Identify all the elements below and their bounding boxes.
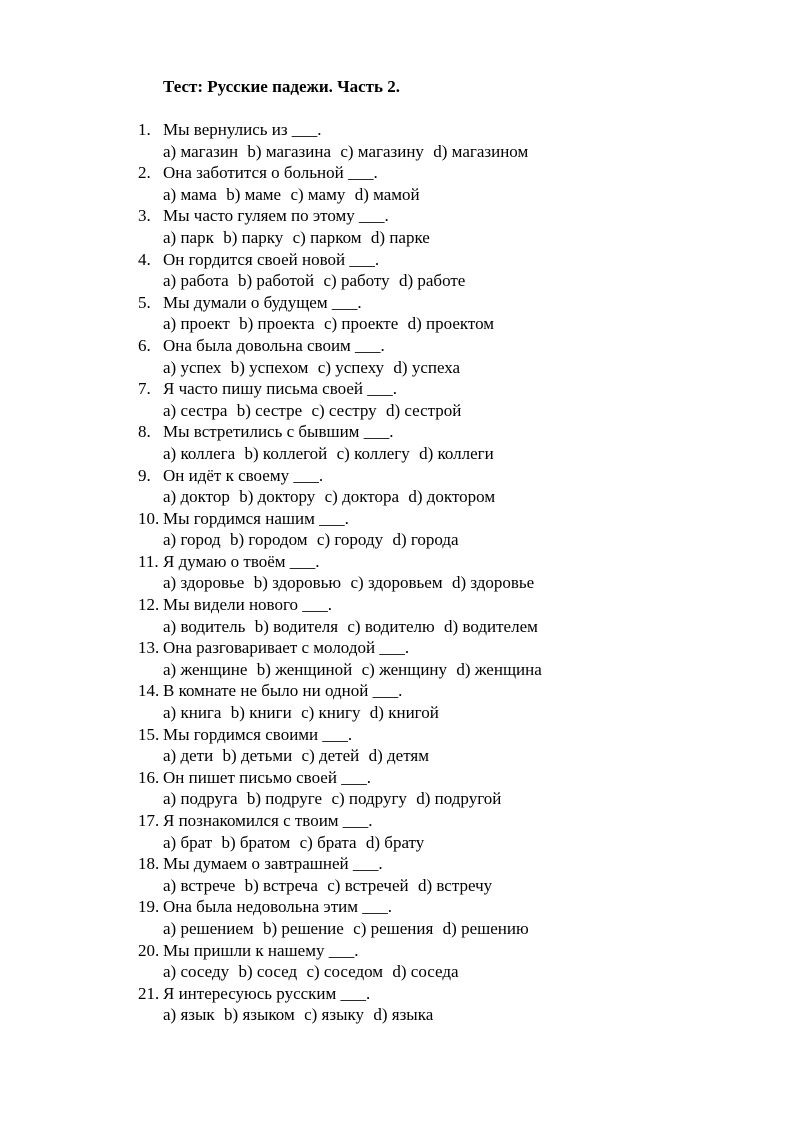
answer-option: c) подругу <box>331 789 407 809</box>
question-item <box>138 292 758 335</box>
question-row <box>138 853 758 875</box>
question-item <box>138 680 758 723</box>
answer-option: c) здоровьем <box>350 573 443 593</box>
question-text: Мы пришли к нашему ___. <box>163 940 359 960</box>
answer-option: b) языком <box>224 1005 295 1025</box>
question-item <box>138 378 758 421</box>
answer-option: d) встречу <box>417 875 493 895</box>
answer-option: a) успех <box>163 357 222 377</box>
question-item <box>138 983 758 1026</box>
answer-option: b) магазина <box>247 141 331 161</box>
answer-option: b) проекта <box>239 314 315 334</box>
answer-option: b) подруге <box>246 789 323 809</box>
answer-option: c) водителю <box>347 616 435 636</box>
question-number: 19. <box>138 897 160 917</box>
answer-option: b) коллегой <box>244 443 328 463</box>
answer-option: c) встречей <box>327 875 409 895</box>
question-row <box>138 551 758 573</box>
question-row <box>138 637 758 659</box>
answer-option: d) здоровье <box>451 573 535 593</box>
answer-option: a) книга <box>163 703 222 723</box>
question-item <box>138 119 758 162</box>
answer-options <box>138 961 758 983</box>
question-number: 14. <box>138 681 160 701</box>
answer-option: c) языку <box>304 1005 365 1025</box>
answer-option: a) парк <box>163 227 214 247</box>
answer-option: c) успеху <box>317 357 385 377</box>
answer-option: d) парке <box>370 227 430 247</box>
question-item <box>138 896 758 939</box>
question-text: Мы думали о будущем ___. <box>163 292 362 312</box>
answer-option: b) решение <box>262 918 344 938</box>
answer-option: b) успехом <box>230 357 309 377</box>
question-item <box>138 249 758 292</box>
answer-option: b) доктору <box>239 487 316 507</box>
question-item <box>138 853 758 896</box>
answer-options <box>138 788 758 810</box>
question-number: 21. <box>138 983 160 1003</box>
answer-options <box>138 875 758 897</box>
answer-option: d) соседа <box>392 962 459 982</box>
question-item <box>138 162 758 205</box>
question-text: Мы гордимся нашим ___. <box>163 508 349 528</box>
answer-option: a) сестра <box>163 400 228 420</box>
answer-option: c) брата <box>299 832 357 852</box>
answer-option: d) детям <box>368 746 429 766</box>
answer-option: a) решением <box>163 918 254 938</box>
answer-option: a) язык <box>163 1005 215 1025</box>
question-item <box>138 637 758 680</box>
answer-option: b) книги <box>230 703 292 723</box>
answer-option: a) здоровье <box>163 573 245 593</box>
answer-option: b) здоровью <box>253 573 342 593</box>
answer-options <box>138 745 758 767</box>
answer-option: a) соседу <box>163 962 230 982</box>
question-item <box>138 724 758 767</box>
question-number: 15. <box>138 724 160 744</box>
answer-options <box>138 1004 758 1026</box>
question-text: Мы видели нового ___. <box>163 595 332 615</box>
question-text: Она была недовольна этим ___. <box>163 897 392 917</box>
answer-options <box>138 702 758 724</box>
question-number: 10. <box>138 508 160 528</box>
answer-option: a) дети <box>163 746 214 766</box>
answer-option: c) парком <box>292 227 362 247</box>
answer-option: c) коллегу <box>336 443 410 463</box>
answer-option: b) сосед <box>238 962 298 982</box>
answer-option: a) мама <box>163 184 217 204</box>
question-row <box>138 249 758 271</box>
answer-option: d) магазином <box>433 141 529 161</box>
answer-option: d) доктором <box>408 487 496 507</box>
answer-option: c) магазину <box>340 141 424 161</box>
answer-option: d) сестрой <box>385 400 462 420</box>
answer-option: d) проектом <box>407 314 495 334</box>
question-number: 13. <box>138 638 160 658</box>
answer-options <box>138 313 758 335</box>
question-row <box>138 767 758 789</box>
answer-option: c) доктора <box>324 487 400 507</box>
answer-option: d) решению <box>442 918 529 938</box>
question-row <box>138 680 758 702</box>
answer-option: d) успеха <box>393 357 461 377</box>
answer-option: c) маму <box>290 184 346 204</box>
answer-option: a) доктор <box>163 487 230 507</box>
answer-option: b) братом <box>221 832 291 852</box>
question-text: Она заботится о больной ___. <box>163 163 378 183</box>
question-number: 8. <box>138 422 151 442</box>
question-number: 18. <box>138 854 160 874</box>
answer-option: a) встрече <box>163 875 236 895</box>
answer-options <box>138 529 758 551</box>
question-text: Я думаю о твоём ___. <box>163 551 320 571</box>
question-row <box>138 162 758 184</box>
question-number: 20. <box>138 940 160 960</box>
answer-option: d) коллеги <box>419 443 494 463</box>
question-row <box>138 335 758 357</box>
question-text: Мы вернулись из ___. <box>163 120 322 139</box>
question-text: Он гордится своей новой ___. <box>163 249 380 269</box>
question-row <box>138 465 758 487</box>
question-list <box>138 119 758 1026</box>
question-number: 16. <box>138 767 160 787</box>
answer-option: d) книгой <box>369 703 439 723</box>
question-text: Мы встретились с бывшим ___. <box>163 422 394 442</box>
answer-options <box>138 572 758 594</box>
answer-option: d) подругой <box>416 789 502 809</box>
question-number: 2. <box>138 163 151 183</box>
answer-option: d) брату <box>365 832 425 852</box>
answer-option: d) языка <box>373 1005 434 1025</box>
answer-option: c) сестру <box>311 400 377 420</box>
answer-option: a) подруга <box>163 789 238 809</box>
question-text: Она разговаривает с молодой ___. <box>163 638 410 658</box>
answer-options <box>138 270 758 292</box>
answer-options <box>138 357 758 379</box>
answer-options <box>138 443 758 465</box>
question-item <box>138 767 758 810</box>
question-row <box>138 508 758 530</box>
question-number: 9. <box>138 465 151 485</box>
question-number: 5. <box>138 292 151 312</box>
answer-option: b) детьми <box>222 746 293 766</box>
answer-option: c) городу <box>316 530 384 550</box>
answer-options <box>138 486 758 508</box>
question-item <box>138 335 758 378</box>
question-row <box>138 810 758 832</box>
question-text: Мы гордимся своими ___. <box>163 724 353 744</box>
question-row <box>138 421 758 443</box>
answer-option: c) работу <box>323 271 390 291</box>
answer-option: b) встреча <box>244 875 318 895</box>
answer-option: a) магазин <box>163 141 239 161</box>
answer-option: c) проекте <box>323 314 399 334</box>
answer-option: b) водителя <box>254 616 339 636</box>
question-text: Мы часто гуляем по этому ___. <box>163 206 389 226</box>
question-row <box>138 292 758 314</box>
answer-options <box>138 659 758 681</box>
question-row <box>138 119 758 141</box>
answer-option: a) женщине <box>163 659 248 679</box>
question-item <box>138 940 758 983</box>
question-number: 1. <box>138 120 151 139</box>
answer-options <box>138 918 758 940</box>
answer-option: d) мамой <box>354 184 420 204</box>
question-item <box>138 508 758 551</box>
answer-option: c) решения <box>353 918 434 938</box>
question-text: Я познакомился с твоим ___. <box>163 811 373 830</box>
answer-option: a) город <box>163 530 221 550</box>
answer-options <box>138 832 758 854</box>
answer-options <box>138 616 758 638</box>
answer-options <box>138 227 758 249</box>
answer-option: a) брат <box>163 832 213 852</box>
question-row <box>138 940 758 962</box>
question-number: 3. <box>138 206 151 226</box>
question-row <box>138 983 758 1005</box>
question-row <box>138 724 758 746</box>
question-row <box>138 205 758 227</box>
answer-option: a) водитель <box>163 616 246 636</box>
answer-option: b) женщиной <box>256 659 353 679</box>
question-number: 7. <box>138 379 151 399</box>
answer-option: b) городом <box>230 530 308 550</box>
question-text: Он идёт к своему ___. <box>163 465 324 485</box>
answer-option: d) города <box>392 530 459 550</box>
question-item <box>138 551 758 594</box>
answer-option: a) коллега <box>163 443 236 463</box>
question-item <box>138 810 758 853</box>
answer-option: b) работой <box>237 271 315 291</box>
answer-option: d) работе <box>398 271 466 291</box>
answer-option: b) маме <box>226 184 282 204</box>
question-text: Я интересуюсь русским ___. <box>163 983 371 1003</box>
answer-options <box>138 141 758 163</box>
question-item <box>138 421 758 464</box>
question-number: 12. <box>138 595 160 615</box>
answer-option: c) соседом <box>306 962 384 982</box>
question-text: В комнате не было ни одной ___. <box>163 681 403 701</box>
question-row <box>138 594 758 616</box>
question-number: 4. <box>138 249 151 269</box>
question-text: Он пишет письмо своей ___. <box>163 767 371 787</box>
question-text: Я часто пишу письма своей ___. <box>163 379 397 399</box>
question-item <box>138 205 758 248</box>
question-number: 6. <box>138 335 151 355</box>
answer-option: c) книгу <box>301 703 361 723</box>
page-title: Тест: Русские падежи. Часть 2. <box>163 77 401 96</box>
question-item <box>138 594 758 637</box>
answer-option: d) водителем <box>444 616 538 636</box>
question-item <box>138 465 758 508</box>
answer-options <box>138 400 758 422</box>
answer-option: d) женщина <box>456 659 542 679</box>
answer-option: b) парку <box>223 227 284 247</box>
answer-option: c) женщину <box>361 659 448 679</box>
question-number: 11. <box>138 551 159 571</box>
answer-options <box>138 184 758 206</box>
question-row <box>138 896 758 918</box>
answer-option: a) проект <box>163 314 230 334</box>
question-row <box>138 378 758 400</box>
question-text: Мы думаем о завтрашней ___. <box>163 854 383 874</box>
answer-option: a) работа <box>163 271 229 291</box>
answer-option: b) сестре <box>236 400 303 420</box>
question-text: Она была довольна своим ___. <box>163 335 385 355</box>
question-number: 17. <box>138 811 160 830</box>
answer-option: c) детей <box>301 746 360 766</box>
